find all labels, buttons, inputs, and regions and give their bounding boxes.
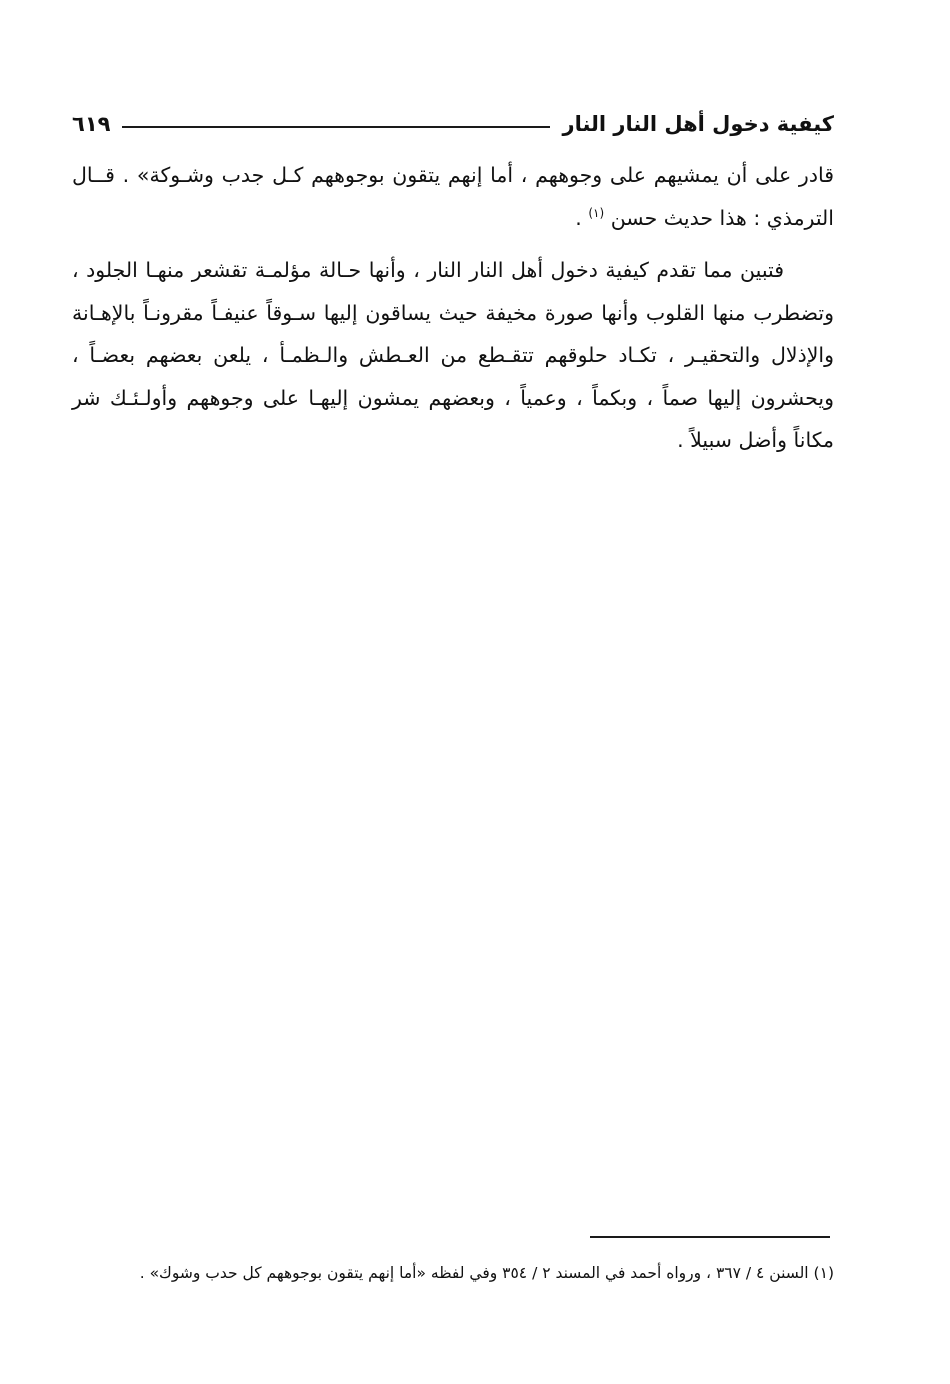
main-text <box>72 154 834 462</box>
footnote-marker: (١) <box>813 1264 834 1282</box>
header-rule <box>122 126 550 128</box>
footnote <box>72 1260 834 1286</box>
footnote-reference: (١) <box>588 205 605 220</box>
running-header <box>72 106 834 142</box>
footnote-text: السنن ٤ / ٣٦٧ ، ورواه أحمد في المسند ٢ / ٣٥٤ وفي لفظه «أما إنهم يتقون بوجوههم كل حدب وشوك» . <box>139 1264 809 1282</box>
paragraph-1 <box>72 154 834 239</box>
paragraph-2: فتبين مما تقدم كيفية دخول أهل النار النار ، وأنها حـالة مؤلمـة تقشعر منهـا الجلود ، وتضطرب منها القلوب وأنها صورة مخيفة حيث يساقون إليها سـوقاً عنيفـاً مقرونـاً بالإهـانة والإذلال والتحقيـر ، تكـاد حلوقهم تتقـطع من العـطش والـظمـأ ، يلعن بعضهم بعضـاً ، ويحشرون إليها صماً ، وبكماً ، وعمياً ، وبعضهم يمشون إليهـا على وجوههم وأولـئـك شر مكاناً وأضل سبيلاً . <box>72 258 834 452</box>
page-number: ٦١٩ <box>72 112 111 136</box>
footnote-separator <box>590 1236 830 1238</box>
paragraph-1-end: . <box>575 205 589 230</box>
running-title: كيفية دخول أهل النار النار <box>562 112 834 136</box>
paragraph-1-text: قادر على أن يمشيهم على وجوههم ، أما إنهم يتقون بوجوههم كـل جدب وشـوكة» . قــال الترمذي : هذا حديث حسن <box>72 163 834 230</box>
